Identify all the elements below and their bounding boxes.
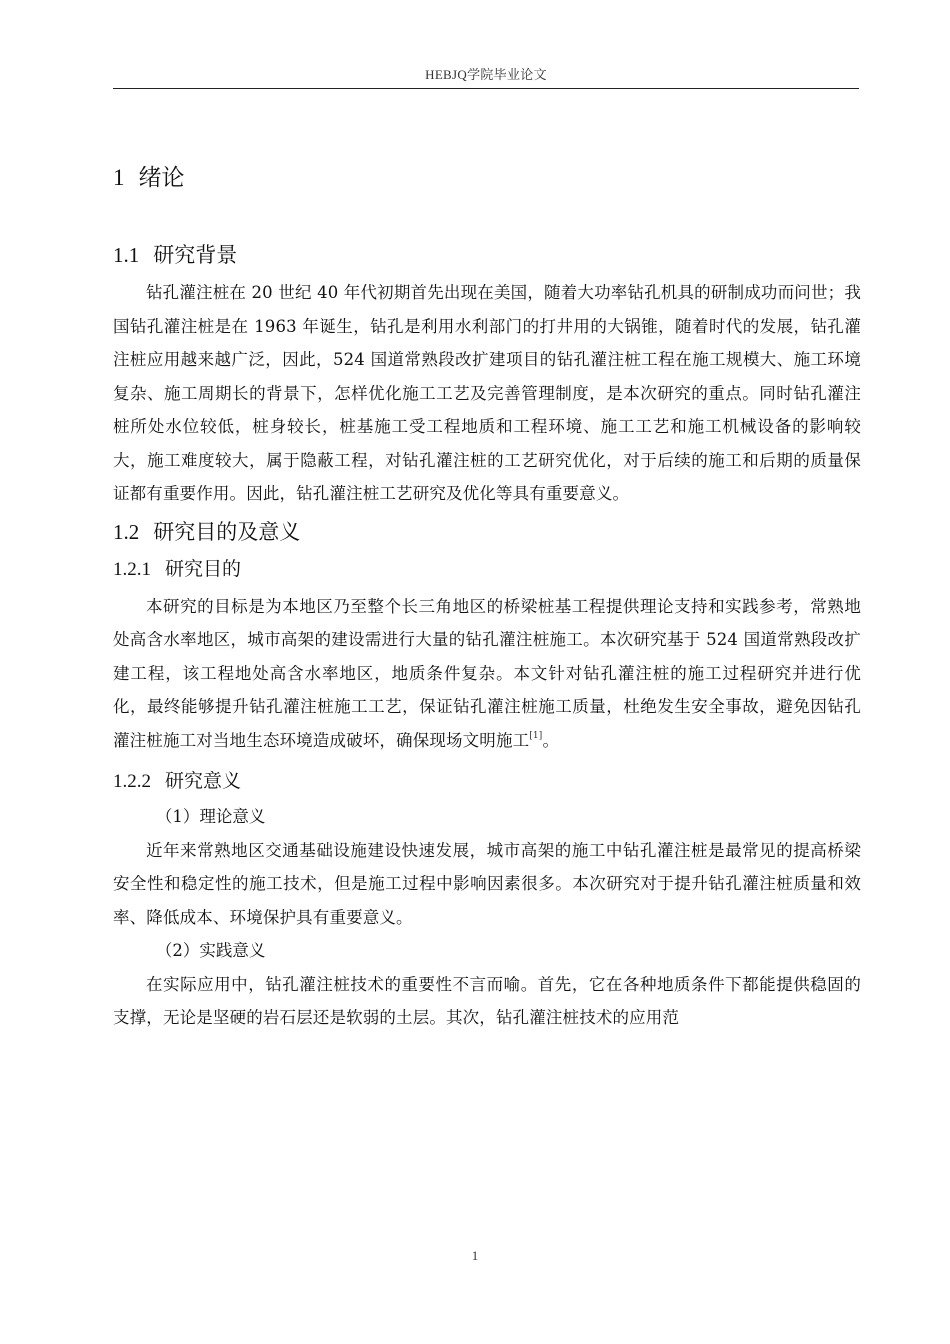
item-label-theoretical: （1）理论意义 [155, 807, 266, 826]
paragraph-practical: 在实际应用中，钻孔灌注桩技术的重要性不言而喻。首先，它在各种地质条件下都能提供稳固的支撑，无论是坚硬的岩石层还是软弱的土层。其次，钻孔灌注桩技术的应用范 [113, 974, 861, 1027]
paragraph-purpose [113, 590, 861, 758]
section-heading-1-1 [113, 240, 861, 270]
running-header: HEBJQ学院毕业论文 [425, 67, 547, 82]
section-title: 研究目的及意义 [153, 519, 301, 544]
paragraph-purpose-end: 。 [542, 730, 560, 750]
paragraph-background: 钻孔灌注桩在 20 世纪 40 年代初期首先出现在美国，随着大功率钻孔机具的研制成功而问世；我国钻孔灌注桩是在 1963 年诞生，钻孔是利用水利部门的打井用的大锅锥，随着时代的发展，钻孔灌注桩应用越来越广泛，因此，524 国道常熟段改扩建项目的钻孔灌注桩工程在施工规模大、施工环境复杂、施工周期长的背景下，怎样优化施工工艺及完善管理制度，是本次研究的重点。同时钻孔灌注桩所处水位较低，桩身较长，桩基施工受工程地质和工程环境、施工工艺和施工机械设备的影响较大，施工难度较大，属于隐蔽工程，对钻孔灌注桩的工艺研究优化，对于后续的施工和后期的质量保证都有重要作用。因此，钻孔灌注桩工艺研究及优化等具有重要意义。 [113, 283, 861, 503]
section-number: 1.1 [113, 243, 140, 267]
chapter-heading [113, 162, 861, 194]
paragraph-purpose-text: 本研究的目标是为本地区乃至整个长三角地区的桥梁桩基工程提供理论支持和实践参考，常熟地处高含水率地区，城市高架的建设需进行大量的钻孔灌注桩施工。本次研究基于 524 国道常熟段改扩建工程，该工程地处高含水率地区，地质条件复杂。本文针对钻孔灌注桩的施工过程研究并进行优化，最终能够提升钻孔灌注桩施工工艺，保证钻孔灌注桩施工质量，杜绝发生安全事故，避免因钻孔灌注桩施工对当地生态环境造成破坏，确保现场文明施工 [113, 596, 861, 750]
item-label-practical: （2）实践意义 [155, 941, 266, 960]
chapter-title: 绪论 [138, 165, 185, 191]
section-title: 研究背景 [153, 243, 238, 267]
main-content [113, 150, 861, 1035]
subsection-heading-1-2-2 [113, 767, 861, 796]
page-number: 1 [471, 1248, 479, 1263]
paragraph-theoretical: 近年来常熟地区交通基础设施建设快速发展，城市高架的施工中钻孔灌注桩是最常见的提高桥梁安全性和稳定性的施工技术，但是施工过程中影响因素很多。本次研究对于提升钻孔灌注桩质量和效率、降低成本、环境保护具有重要意义。 [113, 840, 861, 927]
subsection-heading-1-2-1 [113, 555, 861, 584]
subsection-number: 1.2.2 [113, 771, 151, 792]
section-heading-1-2 [113, 517, 861, 547]
subsection-title: 研究意义 [165, 770, 242, 792]
header-rule [113, 88, 859, 89]
chapter-number: 1 [113, 165, 125, 190]
section-number: 1.2 [113, 519, 140, 544]
subsection-title: 研究目的 [165, 557, 242, 580]
subsection-number: 1.2.1 [113, 558, 151, 580]
citation-ref[interactable]: [1] [529, 730, 543, 741]
